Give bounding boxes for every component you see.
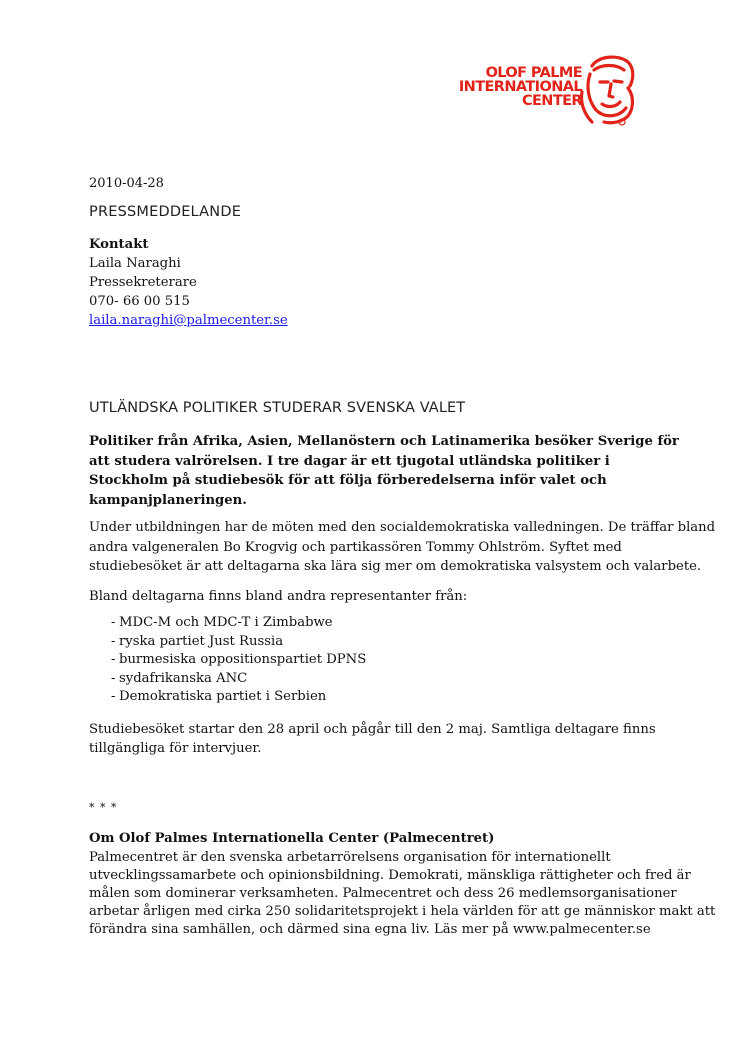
release-date: 2010-04-28 bbox=[89, 176, 164, 191]
about-paragraph bbox=[89, 849, 716, 939]
contact-phone: 070- 66 00 515 bbox=[89, 294, 190, 309]
paragraph-line: Palmecentret är den svenska arbetarrörelsens organisation för internationellt bbox=[89, 850, 611, 865]
paragraph-line: målen som dominerar verksamheten. Palmecentret och dess 26 medlemsorganisationer bbox=[89, 886, 677, 901]
contact-role: Pressekreterare bbox=[89, 275, 197, 290]
palme-center-logo bbox=[458, 52, 638, 130]
list-item: - Demokratiska partiet i Serbien bbox=[89, 688, 669, 707]
logo-line-1: OLOF PALME bbox=[485, 65, 582, 81]
list-dash: - bbox=[111, 615, 116, 630]
paragraph-line: andra valgeneralen Bo Krogvig och partikassören Tommy Ohlström. Syftet med bbox=[89, 539, 622, 555]
logo-wordmark bbox=[459, 66, 582, 108]
body-paragraph-2: Bland deltagarna finns bland andra representanter från: bbox=[89, 589, 468, 604]
list-item: - ryska partiet Just Russia bbox=[89, 633, 669, 652]
paragraph-line: förändra sina samhällen, och därmed sina egna liv. Läs mer på www.palmecenter.se bbox=[89, 922, 651, 937]
lead-line: att studera valrörelsen. I tre dagar är ett tjugotal utländska politiker i bbox=[89, 453, 610, 469]
list-dash: - bbox=[111, 633, 116, 649]
release-headline: UTLÄNDSKA POLITIKER STUDERAR SVENSKA VALET bbox=[89, 400, 466, 416]
list-item: - sydafrikanska ANC bbox=[89, 670, 669, 689]
participants-list bbox=[89, 614, 669, 707]
list-item: - burmesiska oppositionspartiet DPNS bbox=[89, 651, 669, 670]
body-paragraph-3 bbox=[89, 720, 669, 758]
olof-palme-portrait-icon bbox=[578, 52, 638, 128]
paragraph-line: Under utbildningen har de möten med den socialdemokratiska valledningen. De träffar bland bbox=[89, 520, 716, 535]
list-dash: - bbox=[111, 652, 116, 667]
lead-line: Politiker från Afrika, Asien, Mellanöstern och Latinamerika besöker Sverige för bbox=[89, 434, 679, 449]
section-separator: * * * bbox=[89, 801, 118, 814]
list-dash: - bbox=[111, 689, 116, 704]
lead-line: kampanjplaneringen. bbox=[89, 492, 247, 508]
paragraph-line: tillgängliga för intervjuer. bbox=[89, 741, 262, 756]
paragraph-line: studiebesöket är att deltagarna ska lära sig mer om demokratiska valsystem och valarbete. bbox=[89, 559, 702, 574]
contact-heading: Kontakt bbox=[89, 237, 149, 252]
paragraph-line: Studiebesöket startar den 28 april och pågår till den 2 maj. Samtliga deltagare finns bbox=[89, 722, 656, 737]
contact-name: Laila Naraghi bbox=[89, 256, 181, 271]
document-type-title: PRESSMEDDELANDE bbox=[89, 204, 242, 220]
contact-block bbox=[89, 235, 669, 330]
logo-line-2: INTERNATIONAL bbox=[458, 79, 582, 95]
lead-paragraph bbox=[89, 432, 679, 510]
lead-line: Stockholm på studiebesök för att följa förberedelserna inför valet och bbox=[89, 473, 607, 488]
paragraph-line: arbetar årligen med cirka 250 solidaritetsprojekt i hela världen för att ge människor makt att bbox=[89, 904, 716, 919]
about-heading: Om Olof Palmes Internationella Center (Palmecentret) bbox=[89, 831, 495, 846]
contact-email-link[interactable]: laila.naraghi@palmecenter.se bbox=[89, 313, 288, 328]
list-item: - MDC-M och MDC-T i Zimbabwe bbox=[89, 614, 669, 633]
list-dash: - bbox=[111, 670, 116, 686]
paragraph-line: utvecklingssamarbete och opinionsbildning. Demokrati, mänskliga rättigheter och fred är bbox=[89, 868, 691, 883]
body-paragraph-1 bbox=[89, 518, 716, 577]
logo-line-3: CENTER bbox=[521, 93, 582, 109]
